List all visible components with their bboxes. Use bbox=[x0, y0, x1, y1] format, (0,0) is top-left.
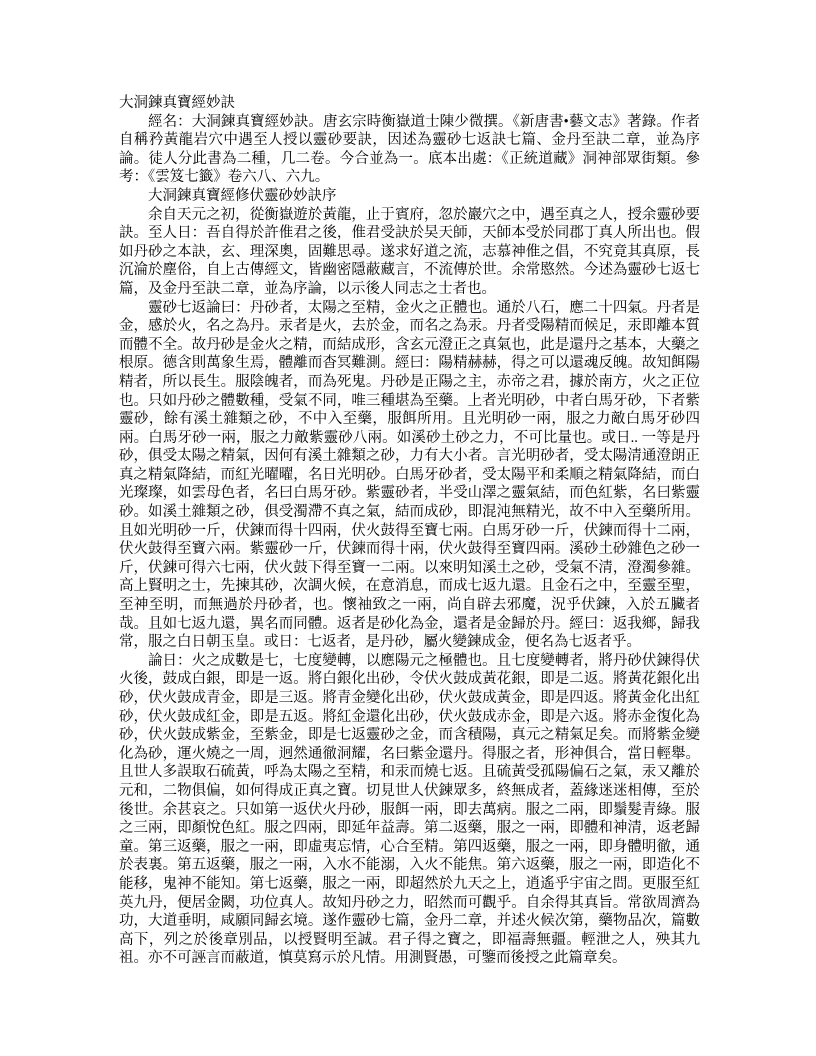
paragraph-fire-number-discourse: 論日：火之成數是七，七度變轉，以應陽元之極體也。且七度變轉者，將丹砂伏鍊得伏火後，鼓成白銀，即是一返。將白銀化出砂，令伏火鼓成黃花銀，即是二返。將黃花銀化出砂，伏火鼓成青金，即是三返。將青金變化出砂，伏火鼓成黃金，即是四返。將黃金化出紅砂，伏火鼓成紅金，即是五返。將紅金還化出砂，伏火鼓成赤金，即是六返。將赤金復化為砂，伏火鼓成紫金，至紫金，即是七返靈砂之金，而含積陽，真元之精氣足矣。而將紫金變化為砂，運火燒之一周，迥然通徹洞耀，名曰紫金還丹。得服之者，形神俱合，當日輕舉。且世人多誤取石硫黃，呼為太陽之至精，和汞而燒七返。且硫黃受孤陽偏石之氣，汞又離於元和，二物俱偏，如何得成正真之寶。切見世人伏鍊眾多，終無成者，蓋緣迷迷相傳，至於後世。余甚哀之。只如第一返伏火丹砂，服餌一兩，即去萬病。服之二兩，即鬚髮青綠。服之三兩，即顏悅色紅。服之四兩，即延年益壽。第二返藥，服之一兩，即體和神清，返老歸童。第三返藥，服之一兩，即虛夷忘情，心合至精。第四返藥，服之一兩，即身體明徹，通於表裏。第五返藥，服之一兩，入水不能溺，入火不能焦。第六返藥，服之一兩，即造化不能移，鬼神不能知。第七返藥，服之一兩，即超然於九天之上，逍遙乎宇宙之問。更服至紅英九丹，便居金闕，功位真人。故知丹砂之力，昭然而可觀乎。自余得其真旨。常欲周濟為功，大道垂明，咸願同歸玄境。遂作靈砂七篇，金丹二章，并述火候次第，藥物品次，篇數高下，列之於後章別品，以授賢明至誠。君子得之寶之，即福壽無疆。輕泄之人，殃其九祖。亦不可誣言而蔽道，慎莫寫示於凡情。用測賢愚，可鑒而後授之此篇章矣。 bbox=[119, 652, 700, 967]
paragraph-bibliographic-note: 經名：大洞鍊真寶經妙訣。唐玄宗時衡嶽道士陳少微撰。《新唐書•藝文志》著錄。作者自稱矜黃龍岩穴中遇至人授以靈砂要訣，因述為靈砂七返訣七篇、金丹至訣二章，並為序論。徒人分此書為二種，几二卷。今合並為一。底本出處：《正統道藏》洞神部眾街類。參考：《雲笈七籤》卷六八、六九。 bbox=[119, 113, 700, 186]
document-title: 大洞鍊真寶經妙訣 bbox=[119, 95, 235, 111]
paragraph-preface: 余自天元之初，從衡嶽遊於黃龍，止于賓府，忽於巖穴之中，遇至真之人，授余靈砂要訣。至人日：吾自得於許倠君之後，倠君受訣於旲天師，天師本受於同郡丁真人所出也。假如丹砂之本訣，玄、理深奧，固難思尋。遂求好道之流，志慕神倠之倡，不究竟其真原，長沉淪於塵俗，自上古傳經文，皆幽密隱蔽藏言，不流傳於世。余常愍然。今述為靈砂七返七篇，及金丹至訣二章，並為序論，以示後人同志之士者也。 bbox=[119, 206, 700, 297]
preface-heading: 大洞鍊真寶經修伏靈砂妙訣序 bbox=[148, 187, 337, 204]
paragraph-lingsha-qifan-discourse: 靈砂七返論曰：丹砂者，太陽之至精，金火之正體也。通於八石，應二十四氣。丹者是金，感於火，名之為丹。汞者是火，去於金，而名之為汞。丹者受陽精而候足，汞即離本質而體不全。故丹砂是金火之精，而結成形，含玄元澄正之真氣也，此是還丹之基本，大藥之根原。德含則萬象生焉，體離而杳冥難測。經曰：陽精赫赫，得之可以還魂反魄。故知餌陽精者，所以長生。服陰魄者，而為死鬼。丹砂是正陽之主，赤帝之君，據於南方，火之正位也。只如丹砂之體數種，受氣不同，唯三種堪為至藥。上者光明砂，中者白馬牙砂，下者紫靈砂，餘有溪土雜類之砂，不中入至藥，服餌所用。且光明砂一兩，服之力敵白馬牙砂四兩。白馬牙砂一兩，服之力敵紫靈砂八兩。如溪砂土砂之力，不可比量也。或日.. 一等是丹砂，俱受太陽之精氣，因何有溪土雜類之砂，力有大小者。言光明砂者，受太陽清通澄朗正真之精氣降結，而紅光曜曜，名日光明砂。白馬牙砂者，受太陽平和柔順之精氣降結，而白光璨璨，如雲母色者，名曰白馬牙砂。紫靈砂者，半受山澤之靈氣結，而色紅紫，名曰紫靈砂。如溪土雜類之砂，俱受濁滯不真之氣，結而成砂，即混沌無精光，故不中入至藥所用。且如光明砂一斤，伏鍊而得十四兩，伏火鼓得至寶七兩。白馬牙砂一斤，伏鍊而得十二兩，伏火鼓得至寶六兩。紫靈砂一斤，伏鍊而得十兩，伏火鼓得至寶四兩。溪砂土砂雜色之砂一斤，伏鍊可得六七兩，伏火鼓下得至寶一二兩。以來明知溪土之砂，受氣不清，澄濁參雜。高上賢明之士，先揀其砂，次調火候，在意消息，而成七返九還。且金石之中，至靈至聖，至神至明，而無過於丹砂者，也。懷袖致之一兩，尚自辟去邪魔，況乎伏鍊，入於五臟者哉。且如七返九還，異名而同體。返者是砂化為金，還者是金歸於丹。經曰：返我鄉，歸我常，服之白日朝玉皇。或日：七返者，是丹砂，屬火變鍊成金，便名為七返者乎。 bbox=[119, 299, 700, 651]
document-content bbox=[119, 94, 700, 968]
